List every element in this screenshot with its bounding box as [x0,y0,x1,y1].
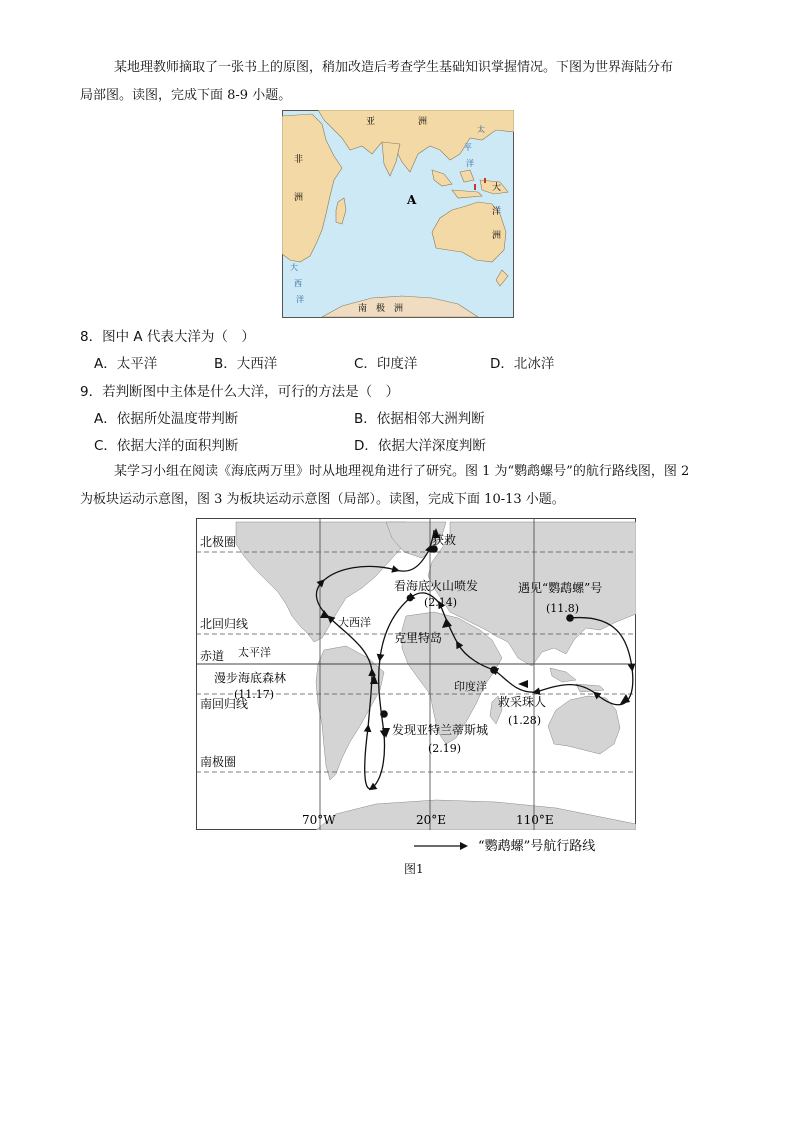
label-met-date: (11.8) [546,602,580,615]
label-atlantis-date: (2.19) [428,742,462,755]
red-marker-2 [484,178,486,183]
label-rescued: 获救 [432,533,457,547]
intro-paragraph-1 [80,54,720,110]
q8-option-b[interactable]: B．大西洋 [214,356,278,372]
label-atlantic-1: 大 [290,263,298,272]
label-pacific-ocean: 太平洋 [238,646,271,659]
label-volcano-date: (2.14) [424,596,458,609]
intro-2-line-2: 为板块运动示意图，图 3 为板块运动示意图（局部）。读图，完成下面 10-13 小题。 [80,492,565,507]
label-asia-1: 亚 [366,117,376,127]
label-forest-date: (11.17) [234,688,275,701]
label-tropic-cancer: 北回归线 [200,617,249,631]
label-antarctica: 南 极 洲 [358,304,404,314]
label-pearl-date: (1.28) [508,714,542,727]
label-pacific-3: 洋 [466,159,474,168]
figure-caption: 图1 [404,862,424,876]
q8-option-d[interactable]: D．北冰洋 [490,356,555,372]
label-antarctic-circle: 南极圈 [200,755,237,769]
label-africa-1: 非 [294,155,304,165]
q9-option-a[interactable]: A．依据所处温度带判断 [94,411,239,427]
label-pacific-2: 平 [464,143,472,152]
label-ocean-a: A [407,193,417,207]
nautilus-route-map [196,518,636,830]
label-atlantis: 发现亚特兰蒂斯城 [392,723,489,737]
label-australia-3: 洲 [492,231,502,241]
label-australia-1: 大 [492,183,502,193]
label-pacific-1: 太 [477,125,485,134]
dot-met-nautilus [566,614,574,622]
label-pearl: 救采珠人 [498,695,547,709]
label-arctic-circle: 北极圈 [200,535,237,549]
label-atlantic-2: 西 [294,279,302,288]
q8-option-c[interactable]: C．印度洋 [354,356,418,372]
label-20e: 20°E [416,813,447,827]
question-9-stem: 9．若判断图中主体是什么大洋，可行的方法是（ ） [80,384,400,400]
intro-1-line-2: 局部图。读图，完成下面 8-9 小题。 [80,88,292,103]
q9-option-d[interactable]: D．依据大洋深度判断 [354,438,486,454]
label-forest: 漫步海底森林 [214,671,287,685]
intro-paragraph-2 [80,458,720,514]
legend-label: “鹦鹉螺”号航行路线 [478,839,596,854]
label-atlantic-ocean: 大西洋 [338,616,371,629]
world-land-sea-map [282,110,514,318]
route-legend [410,836,650,856]
label-met-nautilus: 遇见“鹦鹉螺”号 [518,581,603,595]
q8-option-a[interactable]: A．太平洋 [94,356,158,372]
q9-option-c[interactable]: C．依据大洋的面积判断 [94,438,239,454]
label-equator: 赤道 [200,649,225,663]
label-crete: 克里特岛 [394,631,443,645]
label-indian-ocean: 印度洋 [454,680,487,693]
red-marker-1 [474,184,476,190]
label-110e: 110°E [516,813,554,827]
intro-2-line-1: 某学习小组在阅读《海底两万里》时从地理视角进行了研究。图 1 为“鹦鹉螺号”的航行路线图，图 2 [114,464,690,479]
q9-option-b[interactable]: B．依据相邻大洲判断 [354,411,485,427]
label-volcano: 看海底火山喷发 [394,579,479,593]
dot-atlantis [380,710,388,718]
label-australia-2: 洋 [492,207,502,217]
label-tropic-capricorn: 南回归线 [200,697,249,711]
question-8-stem: 8．图中 A 代表大洋为（ ） [80,329,255,345]
intro-1-line-1: 某地理教师摘取了一张书上的原图，稍加改造后考查学生基础知识掌握情况。下图为世界海陆分布 [114,60,674,75]
dot-pearl [490,666,498,674]
dot-volcano [407,595,414,602]
label-70w: 70°W [302,813,336,827]
legend-arrow-icon [460,842,468,850]
label-atlantic-3: 洋 [296,295,304,304]
label-africa-2: 洲 [294,193,304,203]
label-asia-2: 洲 [418,117,428,127]
